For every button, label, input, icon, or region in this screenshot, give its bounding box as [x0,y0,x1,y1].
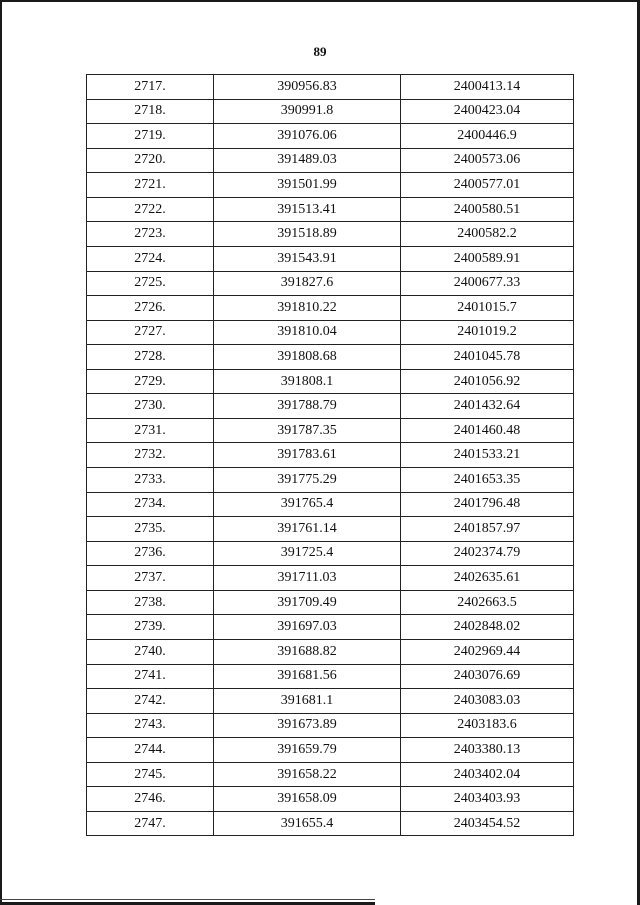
page-number: 89 [313,44,327,59]
table-row [87,713,574,738]
y-coordinate-cell: 2400580.51 [401,197,574,222]
y-coordinate-cell: 2401460.48 [401,418,574,443]
table-row [87,811,574,836]
point-number-cell: 2717. [87,75,214,100]
coordinates-table-body [87,75,574,836]
x-coordinate-cell: 391788.79 [214,394,401,419]
y-coordinate-cell: 2400582.2 [401,222,574,247]
point-number-cell: 2741. [87,664,214,689]
table-row [87,345,574,370]
x-coordinate-cell: 391681.56 [214,664,401,689]
point-number-cell: 2722. [87,197,214,222]
y-coordinate-cell: 2401432.64 [401,394,574,419]
y-coordinate-cell: 2403076.69 [401,664,574,689]
table-row [87,222,574,247]
x-coordinate-cell: 391681.1 [214,689,401,714]
point-number-cell: 2736. [87,541,214,566]
y-coordinate-cell: 2401056.92 [401,369,574,394]
x-coordinate-cell: 390991.8 [214,99,401,124]
table-row [87,296,574,321]
scan-edge-left [0,0,2,905]
y-coordinate-cell: 2400413.14 [401,75,574,100]
table-row [87,271,574,296]
x-coordinate-cell: 390956.83 [214,75,401,100]
table-row [87,738,574,763]
y-coordinate-cell: 2401857.97 [401,517,574,542]
point-number-cell: 2726. [87,296,214,321]
point-number-cell: 2746. [87,787,214,812]
table-row [87,566,574,591]
point-number-cell: 2733. [87,468,214,493]
x-coordinate-cell: 391783.61 [214,443,401,468]
y-coordinate-cell: 2403454.52 [401,811,574,836]
point-number-cell: 2738. [87,590,214,615]
point-number-cell: 2735. [87,517,214,542]
y-coordinate-cell: 2401045.78 [401,345,574,370]
point-number-cell: 2724. [87,246,214,271]
table-row [87,492,574,517]
y-coordinate-cell: 2402663.5 [401,590,574,615]
table-row [87,590,574,615]
y-coordinate-cell: 2403380.13 [401,738,574,763]
x-coordinate-cell: 391658.09 [214,787,401,812]
x-coordinate-cell: 391787.35 [214,418,401,443]
table-row [87,75,574,100]
point-number-cell: 2727. [87,320,214,345]
table-row [87,443,574,468]
y-coordinate-cell: 2400589.91 [401,246,574,271]
point-number-cell: 2747. [87,811,214,836]
table-row [87,517,574,542]
x-coordinate-cell: 391489.03 [214,148,401,173]
x-coordinate-cell: 391810.22 [214,296,401,321]
point-number-cell: 2740. [87,639,214,664]
x-coordinate-cell: 391827.6 [214,271,401,296]
y-coordinate-cell: 2400577.01 [401,173,574,198]
y-coordinate-cell: 2401533.21 [401,443,574,468]
point-number-cell: 2734. [87,492,214,517]
y-coordinate-cell: 2401019.2 [401,320,574,345]
x-coordinate-cell: 391543.91 [214,246,401,271]
x-coordinate-cell: 391808.68 [214,345,401,370]
y-coordinate-cell: 2401653.35 [401,468,574,493]
table-row [87,639,574,664]
table-row [87,99,574,124]
x-coordinate-cell: 391761.14 [214,517,401,542]
scan-edge-top [0,0,640,2]
x-coordinate-cell: 391673.89 [214,713,401,738]
point-number-cell: 2732. [87,443,214,468]
x-coordinate-cell: 391775.29 [214,468,401,493]
table-row [87,664,574,689]
point-number-cell: 2744. [87,738,214,763]
point-number-cell: 2743. [87,713,214,738]
point-number-cell: 2739. [87,615,214,640]
x-coordinate-cell: 391501.99 [214,173,401,198]
x-coordinate-cell: 391076.06 [214,124,401,149]
table-row [87,124,574,149]
x-coordinate-cell: 391765.4 [214,492,401,517]
y-coordinate-cell: 2403402.04 [401,762,574,787]
point-number-cell: 2742. [87,689,214,714]
point-number-cell: 2730. [87,394,214,419]
table-row [87,762,574,787]
y-coordinate-cell: 2400677.33 [401,271,574,296]
y-coordinate-cell: 2402374.79 [401,541,574,566]
point-number-cell: 2729. [87,369,214,394]
y-coordinate-cell: 2401015.7 [401,296,574,321]
table-row [87,197,574,222]
table-row [87,320,574,345]
point-number-cell: 2719. [87,124,214,149]
y-coordinate-cell: 2401796.48 [401,492,574,517]
scan-edge-bottom-thin [0,899,375,900]
y-coordinate-cell: 2403183.6 [401,713,574,738]
x-coordinate-cell: 391711.03 [214,566,401,591]
point-number-cell: 2745. [87,762,214,787]
x-coordinate-cell: 391709.49 [214,590,401,615]
y-coordinate-cell: 2400573.06 [401,148,574,173]
y-coordinate-cell: 2402635.61 [401,566,574,591]
table-row [87,418,574,443]
table-row [87,468,574,493]
coordinates-table [86,74,574,836]
x-coordinate-cell: 391697.03 [214,615,401,640]
table-row [87,787,574,812]
table-row [87,615,574,640]
x-coordinate-cell: 391658.22 [214,762,401,787]
y-coordinate-cell: 2402969.44 [401,639,574,664]
point-number-cell: 2731. [87,418,214,443]
y-coordinate-cell: 2402848.02 [401,615,574,640]
y-coordinate-cell: 2403083.03 [401,689,574,714]
point-number-cell: 2721. [87,173,214,198]
table-row [87,148,574,173]
point-number-cell: 2720. [87,148,214,173]
table-row [87,541,574,566]
table-row [87,246,574,271]
x-coordinate-cell: 391725.4 [214,541,401,566]
x-coordinate-cell: 391808.1 [214,369,401,394]
y-coordinate-cell: 2403403.93 [401,787,574,812]
y-coordinate-cell: 2400423.04 [401,99,574,124]
table-row [87,394,574,419]
x-coordinate-cell: 391518.89 [214,222,401,247]
point-number-cell: 2725. [87,271,214,296]
x-coordinate-cell: 391655.4 [214,811,401,836]
table-row [87,173,574,198]
x-coordinate-cell: 391810.04 [214,320,401,345]
point-number-cell: 2718. [87,99,214,124]
point-number-cell: 2737. [87,566,214,591]
point-number-cell: 2723. [87,222,214,247]
table-row [87,369,574,394]
point-number-cell: 2728. [87,345,214,370]
x-coordinate-cell: 391659.79 [214,738,401,763]
table-row [87,689,574,714]
y-coordinate-cell: 2400446.9 [401,124,574,149]
x-coordinate-cell: 391513.41 [214,197,401,222]
x-coordinate-cell: 391688.82 [214,639,401,664]
